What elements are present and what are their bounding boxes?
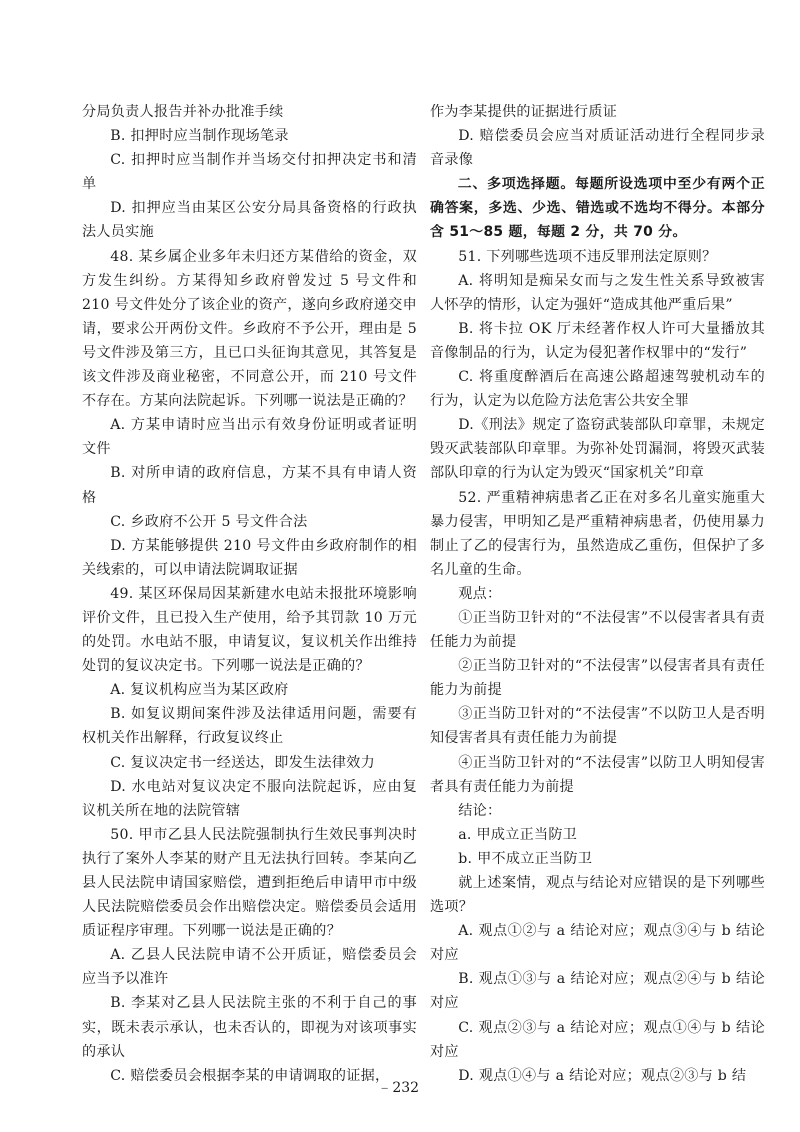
paragraph: 作为李某提供的证据进行质证 [430, 104, 618, 120]
paragraph: B. 对所申请的政府信息，方某不具有申请人资格 [82, 465, 417, 506]
paragraph: C. 赔偿委员会根据李某的申请调取的证据， [110, 1067, 390, 1084]
paragraph: C. 扣押时应当制作并当场交付扣押决定书和清单 [82, 152, 417, 193]
paragraph: D. 扣押应当由某区公安分局具备资格的行政执法人员实施 [82, 200, 417, 241]
paragraph: C. 乡政府不公开 5 号文件合法 [110, 513, 308, 530]
paragraph: B. 如复议期间案件涉及法律适用问题，需要有权机关作出解释，行政复议终止 [82, 706, 417, 747]
paragraph: C. 复议决定书一经送达，即发生法律效力 [110, 754, 376, 771]
paragraph: b. 甲不成立正当防卫 [458, 850, 593, 867]
paragraph: D. 观点①④与 a 结论对应；观点②③与 b 结 [458, 1067, 747, 1084]
paragraph: 观点： [458, 585, 502, 602]
paragraph: ②正当防卫针对的“不法侵害”以侵害者具有责任能力为前提 [430, 658, 765, 699]
paragraph: a. 甲成立正当防卫 [458, 826, 578, 843]
footer-dash: -- [380, 1080, 387, 1096]
paragraph: ③正当防卫针对的“不法侵害”不以防卫人是否明知侵害者具有责任能力为前提 [430, 706, 765, 747]
left-column [82, 100, 417, 1088]
paragraph: D. 赔偿委员会应当对质证活动进行全程同步录音录像 [430, 128, 765, 169]
paragraph: 二、多项选择题。每题所设选项中至少有两个正确答案，多选、少选、错选或不选均不得分。本部分含 51～85 题，每题 2 分，共 70 分。 [430, 176, 765, 241]
paragraph: B. 观点①③与 a 结论对应；观点②④与 b 结论对应 [430, 971, 765, 1012]
paragraph: 51. 下列哪些选项不违反罪刑法定原则？ [458, 248, 717, 265]
paragraph: A. 乙县人民法院申请不公开质证，赔偿委员会应当予以准许 [82, 947, 417, 988]
page-footer [0, 1080, 800, 1096]
paragraph: 分局负责人报告并补办批准手续 [82, 104, 284, 120]
right-column [430, 100, 765, 1088]
paragraph: 48. 某乡属企业多年未归还方某借给的资金，双方发生纠纷。方某得知乡政府曾发过 5 号文件和 210 号文件处分了该企业的资产，遂向乡政府递交申请，要求公开两份文件。乡政府不予公开，理由是 5 号文件涉及第三方，且已口头征询其意见，其答复是该文件涉及商业秘密，不同意公开，而 210 号文件不存在。方某向法院起诉。下列哪一说法是正确的？ [82, 248, 417, 410]
paragraph: ④正当防卫针对的“不法侵害”以防卫人明知侵害者具有责任能力为前提 [430, 754, 765, 795]
paragraph: C. 观点②③与 a 结论对应；观点①④与 b 结论对应 [430, 1019, 765, 1060]
paragraph: C. 将重度醉酒后在高速公路超速驾驶机动车的行为，认定为以危险方法危害公共安全罪 [430, 369, 765, 410]
paragraph: B. 李某对乙县人民法院主张的不利于自己的事实，既未表示承认，也未否认的，即视为对该项事实的承认 [82, 995, 417, 1060]
paragraph: A. 复议机构应当为某区政府 [110, 682, 289, 699]
paragraph: A. 观点①②与 a 结论对应；观点③④与 b 结论对应 [430, 923, 765, 964]
paragraph: A. 方某申请时应当出示有效身份证明或者证明文件 [82, 417, 417, 458]
paragraph: B. 扣押时应当制作现场笔录 [110, 128, 289, 145]
paragraph: 就上述案情，观点与结论对应错误的是下列哪些选项？ [430, 875, 765, 916]
paragraph: 52. 严重精神病患者乙正在对多名儿童实施重大暴力侵害，甲明知乙是严重精神病患者，仍使用暴力制止了乙的侵害行为，虽然造成乙重伤，但保护了多名儿童的生命。 [430, 489, 765, 578]
paragraph: D.《刑法》规定了盗窃武装部队印章罪，未规定毁灭武装部队印章罪。为弥补处罚漏洞，将毁灭武装部队印章的行为认定为毁灭“国家机关”印章 [430, 417, 765, 482]
paragraph: 50. 甲市乙县人民法院强制执行生效民事判决时执行了案外人李某的财产且无法执行回转。李某向乙县人民法院申请国家赔偿，遭到拒绝后申请甲市中级人民法院赔偿委员会作出赔偿决定。赔偿委员会适用质证程序审理。下列哪一说法是正确的？ [82, 826, 417, 940]
paragraph: ①正当防卫针对的“不法侵害”不以侵害者具有责任能力为前提 [430, 609, 765, 651]
paragraph: D. 方某能够提供 210 号文件由乡政府制作的相关线索的，可以申请法院调取证据 [82, 537, 417, 578]
paragraph: A. 将明知是痴呆女而与之发生性关系导致被害人怀孕的情形，认定为强奸“造成其他严重后果” [430, 272, 765, 313]
paragraph: B. 将卡拉 OK 厅未经著作权人许可大量播放其音像制品的行为，认定为侵犯著作权罪中的“发行” [430, 320, 765, 361]
paragraph: 49. 某区环保局因某新建水电站未报批环境影响评价文件，且已投入生产使用，给予其罚款 10 万元的处罚。水电站不服，申请复议，复议机关作出维持处罚的复议决定书。下列哪一说法是正确的？ [82, 585, 417, 675]
paragraph: 结论： [458, 802, 502, 819]
page-number: 232 [392, 1080, 420, 1096]
paragraph: D. 水电站对复议决定不服向法院起诉，应由复议机关所在地的法院管辖 [82, 778, 417, 819]
